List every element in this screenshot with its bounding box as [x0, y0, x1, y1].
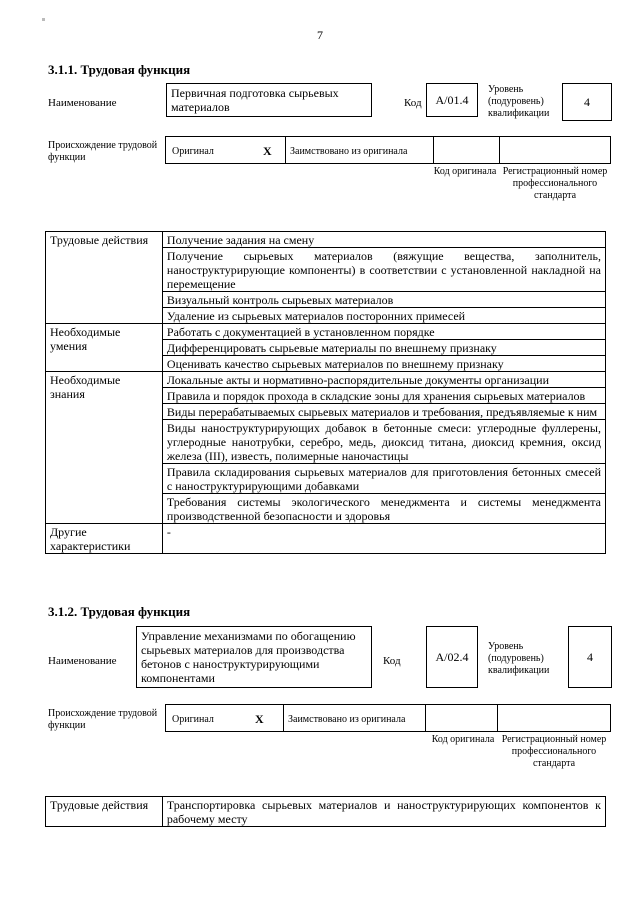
- labor-action-item: Визуальный контроль сырьевых материалов: [162, 292, 605, 308]
- labor-function-table-1: [45, 231, 606, 554]
- skill-item: Работать с документацией в установленном порядке: [162, 324, 605, 340]
- labor-action-item: Транспортировка сырьевых материалов и наноструктурирующих компонентов к рабочему месту: [162, 797, 605, 827]
- skills-label: Необходимые умения: [46, 324, 163, 372]
- code-original-label: Код оригинала: [431, 734, 495, 745]
- other-characteristics-value: -: [162, 524, 605, 554]
- knowledge-item: Виды перерабатываемых сырьевых материалов и требования, предъявляемые к ним: [162, 404, 605, 420]
- code-original-label: Код оригинала: [433, 166, 497, 177]
- labor-actions-label: Трудовые действия: [46, 797, 163, 827]
- knowledge-label: Необходимые знания: [46, 372, 163, 524]
- code-label: Код: [383, 655, 401, 667]
- knowledge-item: Правила складирования сырьевых материалов для приготовления бетонных смесей с наноструктурирующими добавками: [162, 464, 605, 494]
- labor-action-item: Удаление из сырьевых материалов посторонних примесей: [162, 308, 605, 324]
- reg-number-label: Регистрационный номер профессионального стандарта: [501, 734, 607, 769]
- function-name-field: Управление механизмами по обогащению сырьевых материалов для производства бетонов с наноструктурирующими компонентами: [136, 626, 372, 688]
- page-number: 7: [317, 28, 323, 42]
- name-label: Наименование: [48, 655, 117, 667]
- scan-mark: [42, 18, 45, 21]
- labor-function-table-2: [45, 796, 606, 827]
- code-label: Код: [404, 97, 422, 109]
- original-mark: X: [255, 712, 264, 726]
- borrowed-label: Заимствовано из оригинала: [288, 714, 406, 725]
- labor-actions-label: Трудовые действия: [46, 232, 163, 324]
- original-mark: X: [263, 144, 272, 158]
- knowledge-item: Требования системы экологического менеджмента и системы менеджмента производственной безопасности и здоровья: [162, 494, 605, 524]
- original-label: Оригинал: [172, 714, 214, 725]
- knowledge-item: Локальные акты и нормативно-распорядительные документы организации: [162, 372, 605, 388]
- reg-number-label: Регистрационный номер профессионального стандарта: [502, 166, 608, 201]
- name-label: Наименование: [48, 97, 117, 109]
- skill-item: Оценивать качество сырьевых материалов по внешнему признаку: [162, 356, 605, 372]
- section-title-3-1-2: 3.1.2. Трудовая функция: [48, 604, 191, 619]
- labor-action-item: Получение сырьевых материалов (вяжущие вещества, заполнитель, наноструктурирующие компоненты) в соответствии с установленной накладной на перемещение: [162, 248, 605, 292]
- code-value: A/01.4: [426, 83, 478, 117]
- level-label: Уровень (подуровень) квалификации: [488, 84, 550, 119]
- skill-item: Дифференцировать сырьевые материалы по внешнему признаку: [162, 340, 605, 356]
- origin-label: Происхождение трудовой функции: [48, 708, 158, 731]
- section-title-3-1-1: 3.1.1. Трудовая функция: [48, 62, 191, 77]
- knowledge-item: Виды наноструктурирующих добавок в бетонные смеси: углеродные фуллерены, углеродные нанотрубки, серебро, медь, диоксид титана, диоксид кремния, оксид железа (III), известь, полимерные наночастицы: [162, 420, 605, 464]
- original-label: Оригинал: [172, 146, 214, 157]
- function-name-field: Первичная подготовка сырьевых материалов: [166, 83, 372, 117]
- origin-label: Происхождение трудовой функции: [48, 140, 158, 163]
- labor-action-item: Получение задания на смену: [162, 232, 605, 248]
- knowledge-item: Правила и порядок прохода в складские зоны для хранения сырьевых материалов: [162, 388, 605, 404]
- borrowed-label: Заимствовано из оригинала: [290, 146, 408, 157]
- level-value: 4: [568, 626, 612, 688]
- code-value: A/02.4: [426, 626, 478, 688]
- level-label: Уровень (подуровень) квалификации: [488, 641, 550, 676]
- level-value: 4: [562, 83, 612, 121]
- other-characteristics-label: Другие характеристики: [46, 524, 163, 554]
